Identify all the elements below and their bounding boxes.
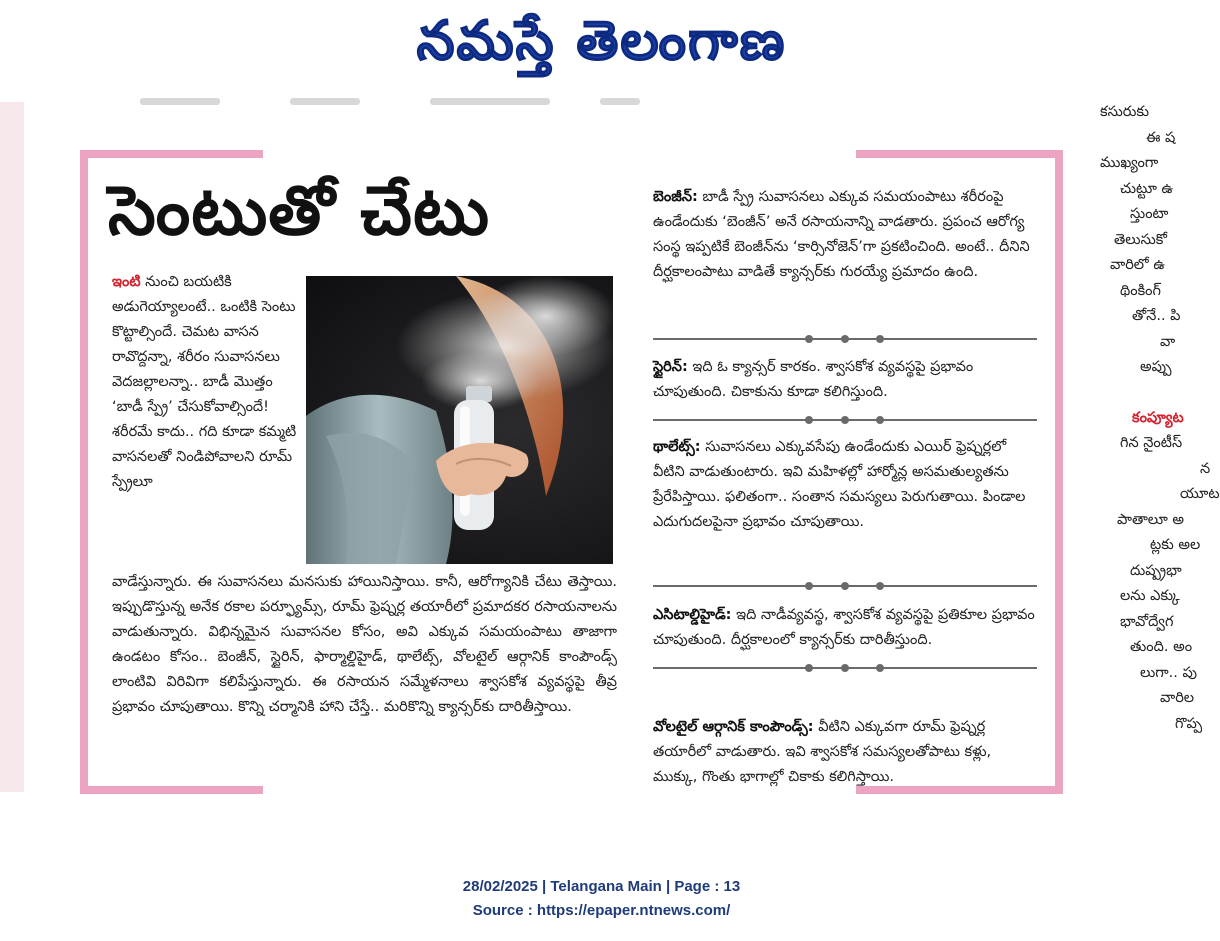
hazard-term: ఎసిటాల్డిహైడ్: bbox=[653, 607, 732, 623]
hazard-text: బాడీ స్ప్రే సువాసనలు ఎక్కువ సమయంపాటు శరీరంపై ఉండేందుకు ‘బెంజీన్’ అనే రసాయనాన్ని వాడతారు. ప్రపంచ ఆరోగ్య సంస్థ ఇప్పటికే బెంజీన్‌ను ‘కార్సినోజెన్’గా ప్రకటించింది. అంటే.. దీనిని దీర్ఘకాలంపాటు వాడితే క్యాన్సర్‌కు గురయ్యే ప్రమాదం ఉంది. bbox=[653, 189, 1030, 280]
intro-text: నుంచి బయటికి అడుగెయ్యాలంటే.. ఒంటికి సెంటు కొట్టాల్సిందే. చెమట వాసన రావొద్దన్నా, శరీరం సువాసనలు వెదజల్లాలన్నా.. బాడీ మొత్తం ‘బాడీ స్ప్రే’ చేసుకోవాల్సిందే! శరీరమే కాదు.. గది కూడా కమ్మటి వాసనలతో నిండిపోవాలని రూమ్ స్ప్రేలూ bbox=[112, 274, 297, 490]
adjacent-line: వారిలో ఉ bbox=[1110, 257, 1165, 273]
article-body: వాడేస్తున్నారు. ఈ సువాసనలు మనసుకు హాయినిస్తాయి. కానీ, ఆరోగ్యానికి చేటు తెస్తాయి. ఇప్పుడొస్తున్న అనేక రకాల పర్ఫ్యూమ్స్, రూమ్ ఫ్రెష్నర్ల తయారీలో ప్రమాదకర రసాయనాలను వాడుతున్నారు. విభిన్నమైన సువాసనల కోసం, అవి ఎక్కువ సమయంపాటు తాజాగా ఉండటం కోసం.. బెంజీన్, స్టైరిన్, ఫార్మాల్డిహైడ్, థాలేట్స్, వోలటైల్ ఆర్గానిక్ కాంపౌండ్స్ లాంటివి విరివిగా కలిపేస్తున్నారు. ఈ రసాయన సమ్మేళనాలు శ్వాసకోశ వ్యవస్థపై తీవ్ర ప్రభావం చూపుతాయి. కొన్ని చర్మానికి హాని చేస్తే.. మరికొన్ని క్యాన్సర్‌కు దారితీస్తాయి. bbox=[112, 574, 617, 715]
adjacent-line: తెలుసుకో bbox=[1114, 231, 1167, 248]
masthead-logo: నమస్తే తెలంగాణ bbox=[416, 9, 787, 72]
hazard-text: ఇది నాడీవ్యవస్థ, శ్వాసకోశ వ్యవస్థపై ప్రతికూల ప్రభావం చూపుతుంది. దీర్ఘకాలంలో క్యాన్సర్‌కు దారితీస్తుంది. bbox=[653, 607, 1035, 648]
adjacent-line: తోనే.. పి bbox=[1132, 308, 1181, 324]
hazard-item-acetaldehyde bbox=[653, 603, 1035, 653]
article-photo bbox=[306, 276, 613, 564]
adjacent-line: అప్పు bbox=[1140, 359, 1172, 375]
article-intro bbox=[112, 270, 302, 495]
hazard-term: బెంజీన్: bbox=[653, 189, 698, 205]
footer-date-edition: 28/02/2025 | Telangana Main | Page : 13 bbox=[462, 878, 741, 895]
hazard-text: ఇది ఓ క్యాన్సర్ కారకం. శ్వాసకోశ వ్యవస్థపై ప్రభావం చూపుతుంది. చికాకును కూడా కలిగిస్తుంది. bbox=[653, 359, 974, 400]
hazard-text: వీటిని ఎక్కువగా రూమ్ ఫ్రెష్నర్ల తయారీలో వాడుతారు. ఇవి శ్వాసకోశ సమస్యలతోపాటు కళ్లు, ముక్కు, గొంతు భాగాల్లో చికాకు కలిగిస్తాయి. bbox=[653, 719, 992, 785]
hazard-term: థాలేట్స్: bbox=[653, 439, 701, 455]
adjacent-line: ముఖ్యంగా bbox=[1100, 155, 1159, 171]
spray-illustration bbox=[306, 276, 613, 564]
hazard-item-phthalates bbox=[653, 435, 1035, 535]
adjacent-line: లుగా.. పు bbox=[1140, 664, 1197, 681]
adjacent-line: యూట bbox=[1180, 486, 1220, 502]
adjacent-line: గొప్ప bbox=[1175, 715, 1203, 732]
hazard-item-benzene bbox=[653, 185, 1035, 285]
footer-source-link[interactable]: Source : https://epaper.ntnews.com/ bbox=[472, 902, 731, 919]
teaser-line bbox=[430, 98, 550, 105]
adjacent-line: లను ఎక్కు bbox=[1120, 588, 1180, 604]
item-separator bbox=[653, 338, 1037, 340]
item-separator bbox=[653, 667, 1037, 669]
item-separator bbox=[653, 585, 1037, 587]
adjacent-line: వారిల bbox=[1160, 690, 1195, 706]
adjacent-page-strip bbox=[0, 102, 24, 792]
article-headline: సెంటుతో చేటు bbox=[108, 172, 490, 251]
teaser-line bbox=[140, 98, 220, 105]
adjacent-line: ట్లకు అల bbox=[1150, 537, 1201, 553]
adjacent-line: దుష్ప్రభా bbox=[1130, 562, 1182, 579]
adjacent-line: చుట్టూ ఉ bbox=[1120, 180, 1174, 197]
adjacent-line: గిన నైంటీస్ bbox=[1120, 435, 1183, 451]
hazard-text: సువాసనలు ఎక్కువసేపు ఉండేందుకు ఎయిర్ ఫ్రెష్నర్లలో వీటిని వాడుతుంటారు. ఇవి మహిళల్లో హార్మోన్ల అసమతుల్యతను ప్రేరేపిస్తాయి. ఫలితంగా.. సంతాన సమస్యలు పెరుగుతాయి. పిండాల ఎదుగుదలపైనా ప్రభావం చూపుతాయి. bbox=[653, 439, 1026, 530]
adjacent-line: థింకింగ్ bbox=[1120, 282, 1161, 299]
hazard-item-voc bbox=[653, 715, 1035, 790]
adjacent-line: భావోద్వేగ bbox=[1120, 613, 1174, 630]
teaser-line bbox=[600, 98, 640, 105]
drop-word: ఇంటి bbox=[112, 274, 141, 290]
adjacent-line: స్తుంటా bbox=[1130, 206, 1169, 222]
adjacent-line: తుంది. అం bbox=[1130, 639, 1193, 655]
adjacent-line: ఈ ష bbox=[1146, 129, 1176, 146]
adjacent-line: పాతాలూ అ bbox=[1117, 511, 1184, 528]
hazard-term: వోలటైల్ ఆర్గానిక్ కాంపౌండ్స్: bbox=[653, 719, 814, 735]
hazard-term: స్టైరిన్: bbox=[653, 359, 688, 375]
adjacent-line: న bbox=[1200, 460, 1211, 477]
adjacent-article-column bbox=[1100, 100, 1220, 737]
hazard-item-styrene bbox=[653, 355, 1035, 405]
adjacent-line: వా bbox=[1160, 333, 1176, 350]
item-separator bbox=[653, 419, 1037, 421]
adjacent-line: కసురుకు bbox=[1100, 104, 1149, 120]
adjacent-subhead: కంప్యూట bbox=[1132, 409, 1184, 426]
teaser-line bbox=[290, 98, 360, 105]
